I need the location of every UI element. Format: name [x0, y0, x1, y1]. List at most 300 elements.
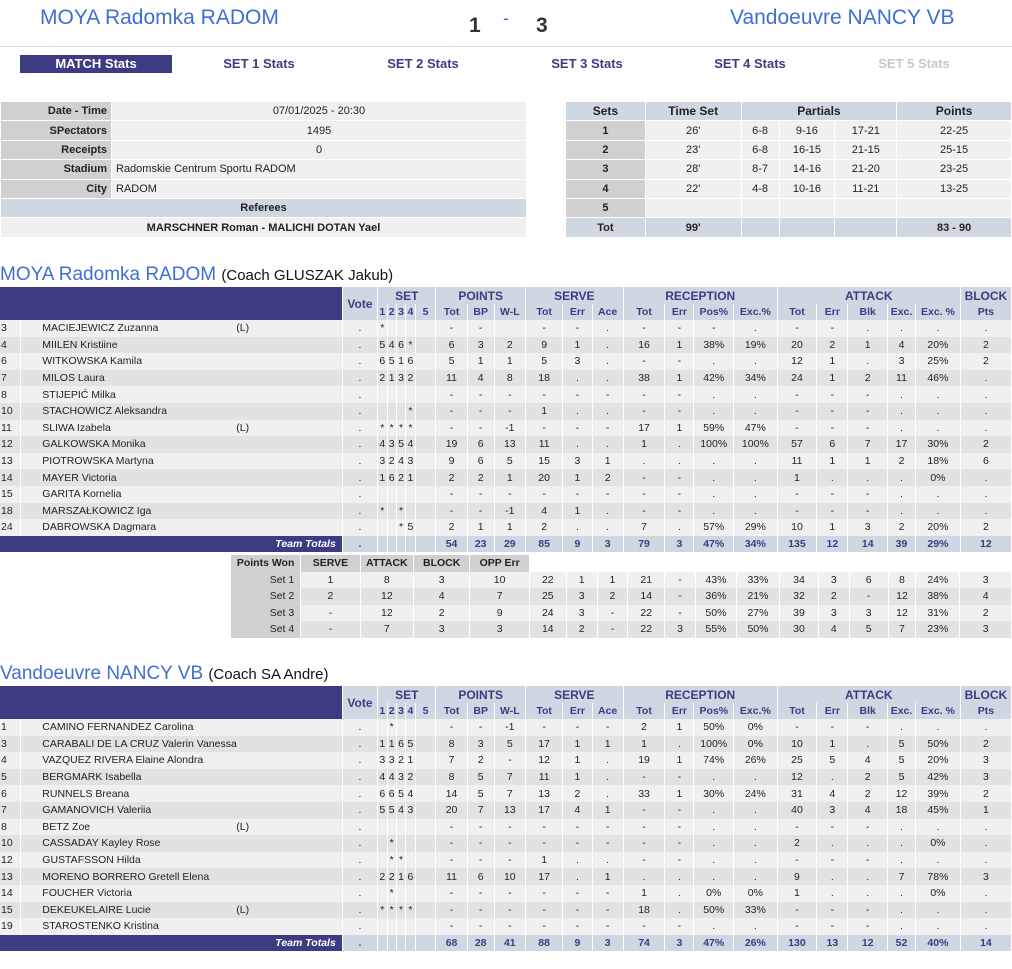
- stat-cell: 30%: [916, 436, 961, 453]
- points-won-header-cell: BLOCK: [414, 555, 470, 572]
- tab-set-1-stats[interactable]: SET 1 Stats: [223, 56, 295, 71]
- stat-cell: 11: [777, 453, 817, 470]
- stat-cell: -: [665, 386, 694, 403]
- stat-cell: [406, 835, 415, 852]
- player-name: STACHOWICZ Aleksandra: [42, 405, 167, 418]
- stat-cell: .: [342, 453, 377, 470]
- stat-cell: 1: [592, 736, 623, 753]
- set-cell: 6-8: [741, 121, 779, 140]
- points-won-cell: 10: [470, 572, 529, 589]
- player-name: CAMINO FERNANDEZ Carolina: [42, 721, 194, 734]
- sets-header: Sets: [566, 102, 646, 121]
- player-name-cell: [21, 353, 343, 370]
- player-name: RUNNELS Breana: [42, 787, 130, 800]
- stat-cell: 4: [406, 436, 415, 453]
- stat-cell: 47%: [734, 420, 778, 437]
- stat-cell: 1: [817, 370, 848, 387]
- stat-cell: 6: [467, 868, 494, 885]
- stat-cell: -: [777, 819, 817, 836]
- sub-header: Exc.: [887, 304, 915, 320]
- team-total-cell: 88: [525, 935, 562, 951]
- player-number: 13: [0, 453, 21, 470]
- stat-cell: .: [734, 852, 778, 869]
- date-value: 07/01/2025 - 20:30: [112, 102, 527, 121]
- player-name: VAZQUEZ RIVERA Elaine Alondra: [42, 754, 204, 767]
- stat-cell: .: [342, 320, 377, 337]
- stat-cell: 3: [406, 453, 415, 470]
- set-cell: 10-16: [779, 179, 835, 198]
- sub-header: Blk: [848, 703, 888, 719]
- stat-cell: 1: [817, 736, 848, 753]
- sets-total-cell: 83 - 90: [897, 218, 1012, 237]
- stat-cell: .: [694, 486, 734, 503]
- city-label: City: [1, 179, 112, 198]
- stat-cell: .: [665, 453, 694, 470]
- stat-cell: -: [623, 802, 665, 819]
- stat-cell: .: [960, 918, 1011, 935]
- team-total-cell: 40%: [916, 935, 961, 951]
- stat-cell: 1: [665, 785, 694, 802]
- player-number: 8: [0, 386, 21, 403]
- stat-cell: .: [694, 868, 734, 885]
- stat-cell: 39%: [916, 785, 961, 802]
- stat-cell: -: [563, 902, 592, 919]
- stat-cell: [415, 503, 436, 520]
- points-won-row: [231, 588, 1012, 605]
- stat-cell: 11: [436, 370, 467, 387]
- stat-cell: .: [916, 719, 961, 736]
- points-won-header-cell: Points Won: [231, 555, 301, 572]
- stat-cell: .: [734, 453, 778, 470]
- stat-cell: 1: [665, 719, 694, 736]
- stat-cell: 2: [848, 785, 888, 802]
- stat-cell: -: [592, 386, 623, 403]
- tab-set-2-stats[interactable]: SET 2 Stats: [387, 56, 459, 71]
- stat-cell: -: [563, 486, 592, 503]
- set-cell: [645, 198, 741, 217]
- player-row: [0, 386, 1012, 403]
- stat-cell: [406, 386, 415, 403]
- stat-cell: 6: [960, 453, 1011, 470]
- stat-cell: .: [734, 918, 778, 935]
- set-cell: 1: [566, 121, 646, 140]
- stat-cell: -: [525, 486, 562, 503]
- player-number: 12: [0, 852, 21, 869]
- stat-cell: .: [848, 469, 888, 486]
- stat-cell: .: [342, 736, 377, 753]
- stat-cell: .: [817, 769, 848, 786]
- stat-cell: 11: [887, 370, 915, 387]
- stat-cell: 33: [623, 785, 665, 802]
- points-won-cell: -: [597, 621, 628, 638]
- player-name-cell: [21, 918, 343, 935]
- set-cell: 4-8: [741, 179, 779, 198]
- points-won-cell: 2: [301, 588, 360, 605]
- stat-cell: -: [525, 902, 562, 919]
- sub-header: Pos%: [694, 304, 734, 320]
- player-name: BERGMARK Isabella: [42, 771, 142, 784]
- stat-cell: 2: [378, 370, 387, 387]
- stat-cell: 2: [960, 337, 1011, 354]
- stat-cell: 50%: [694, 902, 734, 919]
- stat-cell: *: [396, 503, 405, 520]
- points-won-cell: 33%: [736, 572, 779, 589]
- stat-cell: 3: [387, 436, 396, 453]
- group-header-3: SERVE: [525, 287, 623, 304]
- sub-header: 2: [388, 705, 395, 717]
- stat-cell: .: [916, 819, 961, 836]
- stat-cell: 1: [387, 736, 396, 753]
- stat-cell: 20: [777, 337, 817, 354]
- stat-cell: 18: [623, 902, 665, 919]
- stat-cell: 2: [467, 752, 494, 769]
- stat-cell: .: [848, 835, 888, 852]
- stat-cell: 12: [777, 353, 817, 370]
- stat-cell: 1: [525, 852, 562, 869]
- stat-cell: -: [592, 902, 623, 919]
- set-cell: 9-16: [779, 121, 835, 140]
- stat-cell: .: [592, 403, 623, 420]
- player-name: MIILEN Kristiine: [42, 338, 118, 351]
- tab-set-3-stats[interactable]: SET 3 Stats: [551, 56, 623, 71]
- stat-cell: .: [887, 918, 915, 935]
- stat-cell: -: [665, 486, 694, 503]
- stat-cell: .: [960, 835, 1011, 852]
- stat-cell: 17: [623, 420, 665, 437]
- tab-set-5-stats: SET 5 Stats: [878, 56, 950, 71]
- stat-cell: 0%: [916, 885, 961, 902]
- stat-cell: -: [494, 486, 525, 503]
- stat-cell: 19: [623, 752, 665, 769]
- stat-cell: *: [406, 337, 415, 354]
- stat-cell: 4: [378, 769, 387, 786]
- team-total-cell: [387, 536, 396, 552]
- stat-cell: .: [916, 320, 961, 337]
- set-row: [566, 160, 1012, 179]
- player-row: [0, 752, 1012, 769]
- stat-cell: -: [665, 469, 694, 486]
- points-won-cell: 3: [414, 572, 470, 589]
- stat-cell: .: [734, 403, 778, 420]
- stat-cell: 0%: [916, 835, 961, 852]
- points-won-cell: 3: [665, 621, 696, 638]
- header-spacer: [0, 287, 342, 320]
- stat-cell: -: [623, 320, 665, 337]
- stat-cell: .: [623, 453, 665, 470]
- stat-cell: .: [563, 852, 592, 869]
- stat-cell: 24: [777, 370, 817, 387]
- stat-cell: .: [342, 370, 377, 387]
- stat-cell: .: [342, 885, 377, 902]
- stat-cell: 9: [436, 453, 467, 470]
- player-name: STAROSTENKO Kristina: [42, 920, 159, 933]
- stat-cell: 8: [436, 769, 467, 786]
- stat-cell: -: [665, 503, 694, 520]
- stat-cell: -: [436, 386, 467, 403]
- stat-cell: -: [777, 320, 817, 337]
- sub-header: 3: [398, 306, 404, 318]
- stat-cell: [387, 503, 396, 520]
- player-name-cell: [21, 486, 343, 503]
- stat-cell: [387, 403, 396, 420]
- sub-header: Pos%: [694, 703, 734, 719]
- stat-cell: *: [396, 519, 405, 536]
- stat-cell: -: [777, 719, 817, 736]
- stat-cell: *: [387, 902, 396, 919]
- home-team-title: MOYA Radomka RADOM: [0, 264, 217, 285]
- home-coach: (Coach GLUSZAK Jakub): [221, 267, 394, 284]
- stat-cell: .: [694, 453, 734, 470]
- stat-cell: 12: [887, 785, 915, 802]
- stat-cell: 1: [525, 403, 562, 420]
- player-name-cell: [21, 420, 343, 437]
- set-cell: 17-21: [835, 121, 897, 140]
- stat-cell: 0%: [734, 736, 778, 753]
- player-number: 14: [0, 469, 21, 486]
- set-cell: 16-15: [779, 140, 835, 159]
- stat-cell: 4: [396, 453, 405, 470]
- stat-cell: .: [592, 353, 623, 370]
- stat-cell: -: [623, 403, 665, 420]
- sets-total-cell: [741, 218, 779, 237]
- sets-total-cell: 99': [645, 218, 741, 237]
- stat-cell: [387, 918, 396, 935]
- stat-cell: -: [623, 386, 665, 403]
- stat-cell: -: [777, 386, 817, 403]
- stat-cell: 12: [525, 752, 562, 769]
- stat-cell: 6: [436, 337, 467, 354]
- stat-cell: .: [817, 835, 848, 852]
- stat-cell: -: [848, 819, 888, 836]
- stat-cell: -: [525, 320, 562, 337]
- set-cell: 25-15: [897, 140, 1012, 159]
- set-cell: 23-25: [897, 160, 1012, 179]
- stat-cell: 2: [960, 353, 1011, 370]
- stat-cell: 3: [960, 752, 1011, 769]
- stat-cell: -: [525, 819, 562, 836]
- stat-cell: .: [916, 852, 961, 869]
- stat-cell: 3: [467, 337, 494, 354]
- stat-cell: -: [592, 819, 623, 836]
- team-total-cell: .: [342, 536, 377, 552]
- stat-cell: 18: [887, 802, 915, 819]
- points-won-cell: 14: [529, 621, 566, 638]
- set-cell: 6-8: [741, 140, 779, 159]
- sub-header: Tot: [623, 703, 665, 719]
- team-total-cell: [415, 536, 436, 552]
- stat-cell: -: [623, 353, 665, 370]
- points-won-cell: -: [597, 605, 628, 622]
- away-score: 3: [536, 14, 548, 37]
- points-won-cell: 22: [529, 572, 566, 589]
- stat-cell: .: [887, 420, 915, 437]
- team-total-cell: 12: [817, 536, 848, 552]
- stat-cell: 2: [960, 785, 1011, 802]
- stat-cell: 2: [848, 370, 888, 387]
- points-won-cell: 2: [414, 605, 470, 622]
- sub-header: Exc.: [887, 703, 915, 719]
- stat-cell: .: [694, 503, 734, 520]
- stat-cell: [415, 469, 436, 486]
- stat-cell: .: [342, 785, 377, 802]
- stat-cell: .: [848, 885, 888, 902]
- stat-cell: 12: [777, 769, 817, 786]
- sub-header: Pts: [960, 703, 1011, 719]
- player-name-cell: [21, 370, 343, 387]
- player-number: 3: [0, 736, 21, 753]
- stat-cell: 4: [406, 785, 415, 802]
- stat-cell: -: [494, 902, 525, 919]
- stat-cell: 45%: [916, 802, 961, 819]
- stat-cell: [406, 819, 415, 836]
- stat-cell: -: [623, 835, 665, 852]
- stat-cell: [378, 486, 387, 503]
- libero-tag: (L): [236, 820, 250, 833]
- stat-cell: 19%: [734, 337, 778, 354]
- stat-cell: -: [665, 918, 694, 935]
- player-row: [0, 486, 1012, 503]
- stat-cell: -: [848, 503, 888, 520]
- tab-set-4-stats[interactable]: SET 4 Stats: [714, 56, 786, 71]
- stat-cell: 1: [665, 370, 694, 387]
- stat-cell: 5: [387, 353, 396, 370]
- player-name-cell: [21, 719, 343, 736]
- stat-cell: 2: [396, 469, 405, 486]
- tab-match-stats[interactable]: MATCH Stats: [20, 55, 172, 73]
- player-row: [0, 453, 1012, 470]
- stat-cell: .: [342, 386, 377, 403]
- stat-cell: 3: [396, 769, 405, 786]
- stat-cell: 1: [563, 769, 592, 786]
- points-won-cell: 7: [470, 588, 529, 605]
- stat-cell: 5: [525, 353, 562, 370]
- points-won-cell: 14: [628, 588, 665, 605]
- stat-cell: 6: [467, 436, 494, 453]
- stat-cell: 0%: [916, 469, 961, 486]
- player-number: 15: [0, 486, 21, 503]
- player-row: [0, 370, 1012, 387]
- player-number: 4: [0, 752, 21, 769]
- stat-cell: [378, 852, 387, 869]
- points-won-cell: 3: [414, 621, 470, 638]
- team-total-cell: [396, 935, 405, 951]
- stat-cell: [415, 785, 436, 802]
- stat-cell: [415, 519, 436, 536]
- stat-cell: .: [734, 353, 778, 370]
- sub-header: Tot: [525, 304, 562, 320]
- stat-cell: [415, 736, 436, 753]
- sub-header: Err: [563, 703, 592, 719]
- stat-cell: -: [665, 819, 694, 836]
- stat-cell: .: [960, 819, 1011, 836]
- points-won-table: [231, 555, 1012, 638]
- stat-cell: .: [592, 370, 623, 387]
- sub-header: Tot: [777, 304, 817, 320]
- player-number: 7: [0, 370, 21, 387]
- stat-cell: -: [436, 420, 467, 437]
- player-name: MARSZAŁKOWICZ Iga: [42, 504, 152, 517]
- stat-cell: 20%: [916, 752, 961, 769]
- player-name-cell: [21, 337, 343, 354]
- stat-cell: .: [734, 868, 778, 885]
- stat-cell: [378, 519, 387, 536]
- stat-cell: [494, 320, 525, 337]
- set-row: [566, 198, 1012, 217]
- stat-cell: [415, 337, 436, 354]
- stadium-label: Stadium: [1, 160, 112, 179]
- team-totals-row: [0, 935, 1012, 951]
- team-total-cell: [406, 935, 415, 951]
- player-name: FOUCHER Victoria: [42, 887, 132, 900]
- player-number: 18: [0, 503, 21, 520]
- stat-cell: 2: [396, 752, 405, 769]
- stat-cell: .: [592, 503, 623, 520]
- stat-cell: 5: [436, 353, 467, 370]
- sub-header: Pts: [960, 304, 1011, 320]
- stat-cell: 3: [396, 370, 405, 387]
- stat-cell: -: [817, 902, 848, 919]
- stat-cell: 59%: [694, 420, 734, 437]
- stat-cell: -: [817, 852, 848, 869]
- stat-cell: .: [592, 769, 623, 786]
- stat-cell: .: [916, 420, 961, 437]
- stat-cell: [378, 918, 387, 935]
- team-total-cell: 34%: [734, 536, 778, 552]
- player-number: 10: [0, 403, 21, 420]
- stat-cell: 6: [387, 469, 396, 486]
- points-won-row: [231, 572, 1012, 589]
- stat-cell: -: [563, 320, 592, 337]
- stat-cell: 46%: [916, 370, 961, 387]
- stat-cell: .: [342, 353, 377, 370]
- stat-cell: .: [960, 403, 1011, 420]
- player-name: MORENO BORRERO Gretell Elena: [42, 870, 210, 883]
- player-number: 14: [0, 885, 21, 902]
- stat-cell: 11: [525, 769, 562, 786]
- stat-cell: -: [563, 386, 592, 403]
- stat-cell: .: [887, 902, 915, 919]
- receipts-value: 0: [112, 140, 527, 159]
- stat-cell: 1: [396, 353, 405, 370]
- team-total-cell: 3: [665, 536, 694, 552]
- stat-cell: *: [387, 420, 396, 437]
- stat-cell: 1: [387, 370, 396, 387]
- set-row: [566, 140, 1012, 159]
- stat-cell: 5: [378, 337, 387, 354]
- stat-cell: 10: [777, 519, 817, 536]
- stat-cell: -: [817, 819, 848, 836]
- stat-cell: 4: [848, 752, 888, 769]
- stat-cell: .: [960, 320, 1011, 337]
- points-won-cell: 21: [628, 572, 665, 589]
- player-row: [0, 353, 1012, 370]
- team-total-cell: [387, 935, 396, 951]
- stat-cell: -: [436, 852, 467, 869]
- player-number: 12: [0, 436, 21, 453]
- away-player-stats-table: [0, 686, 1012, 951]
- stat-cell: [406, 918, 415, 935]
- stat-cell: 2: [887, 453, 915, 470]
- stat-cell: -: [592, 835, 623, 852]
- group-header-4: RECEPTION: [623, 287, 777, 304]
- stat-cell: [396, 486, 405, 503]
- stat-cell: [415, 802, 436, 819]
- set-cell: 22': [645, 179, 741, 198]
- stat-cell: 4: [396, 802, 405, 819]
- stat-cell: 1: [592, 868, 623, 885]
- team-total-cell: 54: [436, 536, 467, 552]
- time-set-header: Time Set: [645, 102, 741, 121]
